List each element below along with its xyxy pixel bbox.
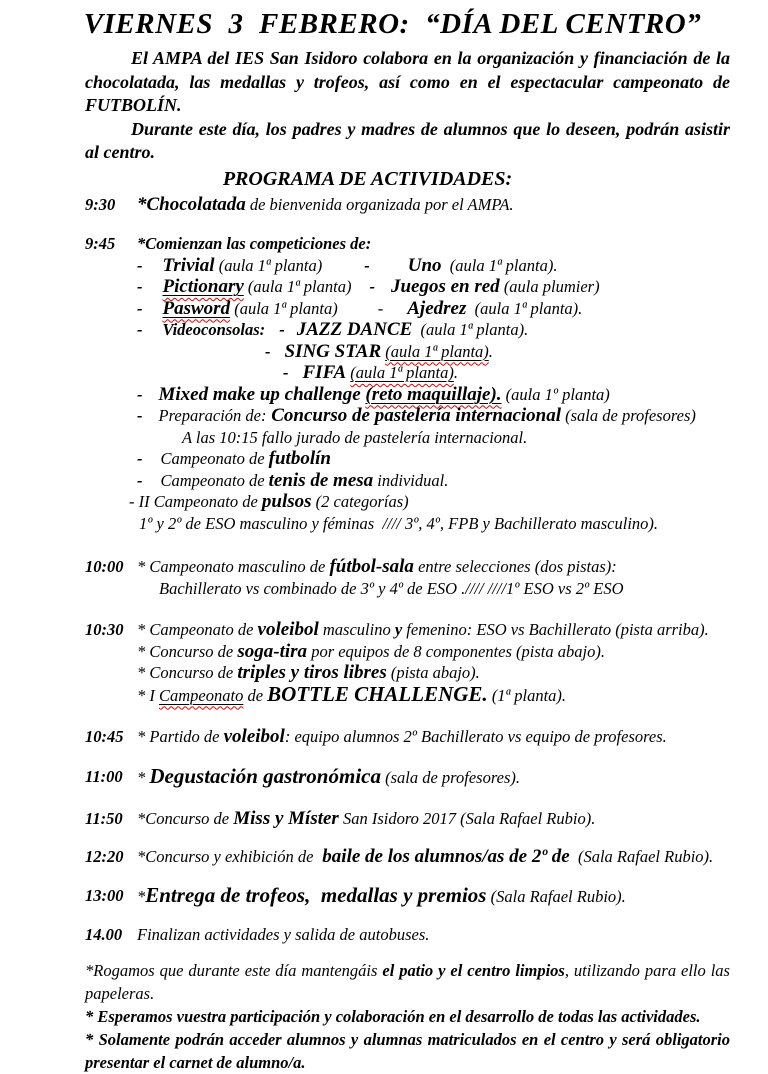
text-segment: . xyxy=(453,363,458,382)
activity-lines xyxy=(137,556,730,599)
text-segment: Mixed make up challenge xyxy=(158,383,366,405)
schedule-row xyxy=(85,808,730,830)
text-segment: y xyxy=(394,620,403,639)
activity-lines xyxy=(137,885,730,908)
activity-line xyxy=(137,681,730,707)
activity-line xyxy=(137,641,730,663)
activity-line xyxy=(137,405,730,427)
misspelled-text xyxy=(365,385,501,404)
schedule xyxy=(85,194,730,946)
text-segment: voleibol xyxy=(223,726,285,747)
activity-line xyxy=(137,846,730,868)
activity-line xyxy=(182,427,730,449)
text-segment: (aula 1ª planta) xyxy=(230,298,338,318)
intro-paragraph-2: Durante este día, los padres y madres de alumnos que lo deseen, podrán asistir al centro. xyxy=(85,118,730,162)
text-segment: pulsos xyxy=(261,491,312,512)
activity-line xyxy=(137,384,730,406)
text-segment: * xyxy=(137,887,146,906)
footnotes xyxy=(85,959,730,1074)
time-label: 10:45 xyxy=(85,727,124,746)
time-label: 9:45 xyxy=(85,234,116,253)
text-segment: * Campeonato masculino de xyxy=(137,557,330,576)
text-segment: (2 categorías) xyxy=(311,492,409,511)
activity-lines xyxy=(137,619,730,706)
activity-line xyxy=(137,885,730,908)
misspelled-text xyxy=(159,686,243,705)
text-segment: - II Campeonato de xyxy=(129,492,262,511)
time-label: 13:00 xyxy=(85,886,124,905)
text-segment: 1º y 2º de ESO masculino y féminas //// 3º, 4º, FPB y Bachillerato masculino). xyxy=(139,513,659,533)
activity-line xyxy=(159,578,730,600)
text-segment: baile de los alumnos/as de 2º de xyxy=(317,845,570,867)
text-segment: de xyxy=(243,685,268,705)
activity-line xyxy=(137,619,730,641)
text-segment: - xyxy=(137,298,143,318)
text-segment: - xyxy=(369,277,375,296)
text-segment: (aula 1º planta) xyxy=(501,384,610,404)
activity-line xyxy=(137,319,730,341)
activity-line xyxy=(137,924,730,946)
activity-line xyxy=(137,298,730,320)
text-segment: el patio y el centro limpios xyxy=(382,961,565,980)
text-segment: - xyxy=(137,384,143,404)
text-segment: - xyxy=(279,320,285,339)
text-segment: (reto maquillaje). xyxy=(365,383,502,405)
text-segment: FIFA xyxy=(302,362,347,383)
misspelled-text xyxy=(385,342,489,361)
time-label: 11:50 xyxy=(85,809,123,828)
activity-line xyxy=(137,662,730,684)
text-segment: San Isidoro 2017 (Sala Rafael Rubio). xyxy=(338,809,596,828)
time-label: 14.00 xyxy=(85,924,123,944)
activity-lines xyxy=(137,194,730,216)
text-segment: (aula 1ª planta). xyxy=(412,320,529,339)
text-segment: *Concurso de xyxy=(137,809,234,828)
text-segment: : equipo alumnos 2º Bachillerato vs equipo de profesores. xyxy=(284,727,667,746)
text-segment: Campeonato de xyxy=(160,470,269,490)
activity-line xyxy=(129,491,730,513)
text-segment: (aula 1ª planta). xyxy=(466,298,583,318)
text-segment: (aula 1ª planta) xyxy=(214,255,323,275)
activity-lines xyxy=(129,233,730,534)
text-segment: Entrega de trofeos, medallas y premios xyxy=(145,883,487,907)
time-label: 11:00 xyxy=(85,766,123,786)
text-segment: (aula 1ª planta) xyxy=(243,277,352,296)
activity-line xyxy=(137,194,730,216)
text-segment: entre selecciones (dos pistas): xyxy=(413,557,617,576)
schedule-row xyxy=(85,619,730,706)
text-segment: (Sala Rafael Rubio). xyxy=(569,846,714,866)
footnote xyxy=(85,1005,730,1028)
text-segment: * Solamente podrán acceder alumnos y alumnas matriculados en el centro y será obligatorio presentar el carnet de alumno/a. xyxy=(85,1030,730,1072)
intro-paragraph-1: El AMPA del IES San Isidoro colabora en la organización y financiación de la chocolatada, las medallas y trofeos, así como en el espectacular campeonato de FUTBOLÍN. xyxy=(85,48,730,115)
schedule-row xyxy=(85,194,730,216)
activity-line xyxy=(137,255,730,277)
schedule-row xyxy=(85,233,730,534)
activity-line xyxy=(137,233,730,255)
text-segment: *Concurso y exhibición de xyxy=(137,846,318,866)
text-segment: - xyxy=(137,277,143,296)
text-segment: (sala de profesores) xyxy=(561,406,696,425)
text-segment: (aula 1ª planta) xyxy=(385,341,489,361)
footnote xyxy=(85,959,730,1005)
text-segment: - xyxy=(377,298,384,318)
activity-line xyxy=(137,726,730,748)
text-segment: Pictionary xyxy=(162,276,244,297)
schedule-row xyxy=(85,556,730,599)
text-segment: (sala de profesores). xyxy=(380,767,520,787)
activity-lines xyxy=(137,924,730,946)
text-segment: tenis de mesa xyxy=(268,469,374,491)
activity-line xyxy=(137,276,730,298)
text-segment: - xyxy=(137,255,143,275)
text-segment: masculino xyxy=(318,620,395,639)
text-segment: - xyxy=(137,406,143,425)
footnote xyxy=(85,1028,730,1074)
text-segment: Miss y Míster xyxy=(233,808,339,829)
text-segment: triples y tiros libres xyxy=(237,662,387,683)
schedule-row xyxy=(85,726,730,748)
misspelled-text xyxy=(163,277,244,296)
activity-line xyxy=(265,341,730,363)
text-segment: Concurso de pastelería internacional xyxy=(266,405,562,426)
text-segment: (aula 1ª planta) xyxy=(350,363,454,382)
text-segment: Campeonato de xyxy=(160,449,269,468)
activity-line xyxy=(137,448,730,470)
text-segment: - xyxy=(283,363,289,382)
text-segment: Finalizan actividades y salida de autobuses. xyxy=(137,924,430,944)
schedule-row xyxy=(85,763,730,789)
time-label: 12:20 xyxy=(85,846,124,866)
text-segment: (pista abajo). xyxy=(386,663,480,682)
text-segment: Preparación de: xyxy=(158,406,267,425)
text-segment: de bienvenida organizada por el AMPA. xyxy=(245,194,514,214)
schedule-row xyxy=(85,885,730,908)
text-segment: individual. xyxy=(373,470,449,490)
activity-line xyxy=(137,556,730,578)
text-segment: Uno xyxy=(407,254,442,276)
text-segment: futbolín xyxy=(268,448,331,469)
activity-lines xyxy=(137,846,730,868)
time-label: 10:30 xyxy=(85,620,124,639)
text-segment: (1ª planta). xyxy=(487,685,567,705)
text-segment: fútbol-sala xyxy=(329,556,414,577)
text-segment: * Partido de xyxy=(137,727,224,746)
activity-line xyxy=(137,470,730,492)
text-segment: - xyxy=(137,320,143,339)
text-segment: A las 10:15 fallo jurado de pastelería internacional. xyxy=(182,427,528,447)
schedule-row xyxy=(85,924,730,946)
text-segment: BOTTLE CHALLENGE. xyxy=(267,681,488,706)
text-segment: *Comienzan las competiciones de: xyxy=(137,234,372,253)
schedule-row xyxy=(85,846,730,868)
program-heading: PROGRAMA DE ACTIVIDADES: xyxy=(222,167,513,190)
text-segment: femenino: ESO vs Bachillerato (pista arriba). xyxy=(402,620,709,639)
activity-line xyxy=(137,808,730,830)
text-segment: * Esperamos vuestra participación y colaboración en el desarrollo de todas las actividades. xyxy=(85,1007,701,1026)
text-segment: (aula 1ª planta). xyxy=(441,255,558,275)
text-segment: - xyxy=(364,255,370,275)
text-segment: Juegos en red xyxy=(390,276,500,297)
text-segment: Videoconsolas: xyxy=(162,320,266,339)
text-segment: (aula plumier) xyxy=(499,277,600,296)
text-segment: * I xyxy=(137,685,159,705)
time-label: 9:30 xyxy=(85,194,116,214)
text-segment: Pasword xyxy=(162,297,231,319)
text-segment: Degustación gastronómica xyxy=(149,763,381,788)
text-segment: * xyxy=(137,767,150,787)
text-segment: . xyxy=(488,341,493,361)
text-segment: (Sala Rafael Rubio). xyxy=(486,887,626,906)
text-segment: JAZZ DANCE xyxy=(296,319,413,340)
text-segment: - xyxy=(137,449,143,468)
text-segment: *Chocolatada xyxy=(137,193,246,215)
time-label: 10:00 xyxy=(85,557,124,576)
text-segment: * Campeonato de xyxy=(137,620,258,639)
text-segment: por equipos de 8 componentes (pista abajo). xyxy=(307,641,605,661)
text-segment: voleibol xyxy=(257,619,319,640)
text-segment: Bachillerato vs combinado de 3º y 4º de ESO .//// ////1º ESO vs 2º ESO xyxy=(159,578,624,598)
activity-lines xyxy=(137,726,730,748)
activity-line xyxy=(137,763,730,789)
activity-line xyxy=(139,513,730,535)
text-segment: - xyxy=(265,341,271,361)
text-segment: * Concurso de xyxy=(137,663,238,682)
misspelled-text xyxy=(163,299,231,318)
text-segment: Ajedrez xyxy=(407,297,467,319)
text-segment: Campeonato xyxy=(159,685,244,705)
text-segment: SING STAR xyxy=(284,340,382,362)
misspelled-text xyxy=(350,363,454,382)
text-segment: , utilizando para ello las papeleras. xyxy=(85,961,730,1003)
text-segment: Trivial xyxy=(162,254,215,276)
activity-lines xyxy=(137,763,730,789)
activity-line xyxy=(283,362,730,384)
activity-lines xyxy=(137,808,730,830)
text-segment: - xyxy=(137,470,143,490)
text-segment: * Concurso de xyxy=(137,641,238,661)
text-segment: *Rogamos que durante este día mantengáis xyxy=(85,961,383,980)
text-segment: soga-tira xyxy=(237,640,308,662)
page-title: VIERNES 3 FEBRERO: “DÍA DEL CENTRO” xyxy=(83,8,702,40)
